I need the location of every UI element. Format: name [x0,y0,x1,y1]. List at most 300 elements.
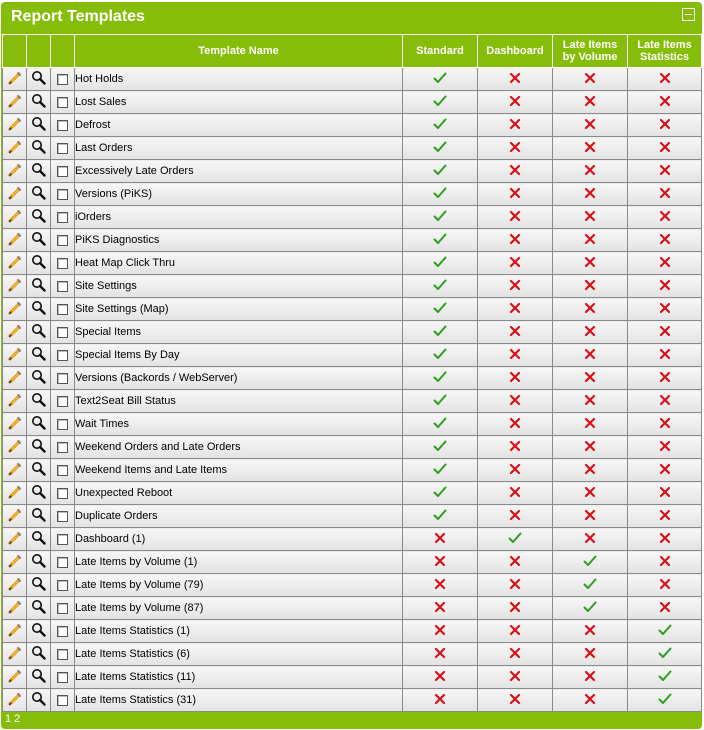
cross-icon [509,210,521,225]
row-checkbox[interactable] [57,97,68,108]
row-checkbox[interactable] [57,258,68,269]
row-checkbox[interactable] [57,534,68,545]
edit-cell [3,689,27,712]
pencil-icon[interactable] [8,646,22,663]
edit-cell [3,137,27,160]
late-items-statistics-cell [628,344,702,367]
dashboard-cell [478,597,553,620]
pencil-icon[interactable] [8,186,22,203]
magnifier-icon[interactable] [31,484,46,502]
cross-icon [509,302,521,317]
cross-icon [659,233,671,248]
pencil-icon[interactable] [8,416,22,433]
standard-cell [403,459,478,482]
late-items-statistics-cell [628,183,702,206]
magnifier-icon[interactable] [31,162,46,180]
dashboard-cell [478,505,553,528]
view-cell [27,528,51,551]
table-row [3,137,702,160]
header-late-items-by-volume[interactable]: Late Items by Volume [553,35,628,68]
cross-icon [509,555,521,570]
cross-icon [584,164,596,179]
check-icon [433,210,447,225]
magnifier-icon[interactable] [31,415,46,433]
cross-icon [659,555,671,570]
cross-icon [434,555,446,570]
late-items-by-volume-cell [553,505,628,528]
row-checkbox[interactable] [57,166,68,177]
cross-icon [659,463,671,478]
pencil-icon[interactable] [8,370,22,387]
edit-cell [3,390,27,413]
magnifier-icon[interactable] [31,438,46,456]
standard-cell [403,206,478,229]
table-row [3,551,702,574]
dashboard-cell [478,344,553,367]
cross-icon [659,417,671,432]
magnifier-icon[interactable] [31,668,46,686]
pencil-icon[interactable] [8,669,22,686]
check-icon [433,118,447,133]
view-cell [27,321,51,344]
select-cell [51,229,75,252]
check-icon [433,256,447,271]
check-icon [658,647,672,662]
pencil-icon[interactable] [8,71,22,88]
pencil-icon[interactable] [8,577,22,594]
pencil-icon[interactable] [8,94,22,111]
check-icon [583,555,597,570]
magnifier-icon[interactable] [31,139,46,157]
late-items-statistics-cell [628,390,702,413]
pencil-icon[interactable] [8,209,22,226]
pencil-icon[interactable] [8,439,22,456]
standard-cell [403,91,478,114]
cross-icon [509,509,521,524]
standard-cell [403,298,478,321]
template-name: Text2Seat Bill Status [75,390,403,413]
late-items-statistics-cell [628,206,702,229]
late-items-by-volume-cell [553,597,628,620]
edit-cell [3,482,27,505]
dashboard-cell [478,528,553,551]
template-name: Site Settings [75,275,403,298]
pencil-icon[interactable] [8,600,22,617]
view-cell [27,597,51,620]
cross-icon [584,95,596,110]
row-checkbox[interactable] [57,212,68,223]
view-cell [27,137,51,160]
check-icon [433,463,447,478]
header-view [27,35,51,68]
cross-icon [584,693,596,708]
select-cell [51,367,75,390]
header-template-name[interactable]: Template Name [75,35,403,68]
edit-cell [3,68,27,91]
pager [5,713,23,725]
magnifier-icon[interactable] [31,93,46,111]
pencil-icon[interactable] [8,347,22,364]
standard-cell [403,620,478,643]
cross-icon [584,210,596,225]
magnifier-icon[interactable] [31,507,46,525]
select-cell [51,620,75,643]
edit-cell [3,666,27,689]
cross-icon [434,647,446,662]
pencil-icon[interactable] [8,554,22,571]
standard-cell [403,160,478,183]
pencil-icon[interactable] [8,623,22,640]
table-row [3,321,702,344]
select-cell [51,413,75,436]
check-icon [433,72,447,87]
row-checkbox[interactable] [57,626,68,637]
late-items-statistics-cell [628,91,702,114]
late-items-by-volume-cell [553,229,628,252]
select-cell [51,643,75,666]
check-icon [433,95,447,110]
late-items-statistics-cell [628,367,702,390]
row-checkbox[interactable] [57,672,68,683]
late-items-by-volume-cell [553,689,628,712]
row-checkbox[interactable] [57,327,68,338]
row-checkbox[interactable] [57,649,68,660]
late-items-by-volume-cell [553,666,628,689]
late-items-by-volume-cell [553,252,628,275]
standard-cell [403,252,478,275]
template-name: Unexpected Reboot [75,482,403,505]
late-items-by-volume-cell [553,91,628,114]
late-items-statistics-cell [628,459,702,482]
magnifier-icon[interactable] [31,300,46,318]
table-row [3,482,702,505]
template-name: PiKS Diagnostics [75,229,403,252]
table-row [3,252,702,275]
pencil-icon[interactable] [8,485,22,502]
cross-icon [434,693,446,708]
magnifier-icon[interactable] [31,553,46,571]
cross-icon [584,371,596,386]
row-checkbox[interactable] [57,235,68,246]
check-icon [433,164,447,179]
magnifier-icon[interactable] [31,70,46,88]
pencil-icon[interactable] [8,278,22,295]
standard-cell [403,574,478,597]
view-cell [27,91,51,114]
standard-cell [403,643,478,666]
magnifier-icon[interactable] [31,231,46,249]
late-items-by-volume-cell [553,643,628,666]
late-items-by-volume-cell [553,620,628,643]
cross-icon [509,463,521,478]
row-checkbox[interactable] [57,695,68,706]
magnifier-icon[interactable] [31,346,46,364]
select-cell [51,666,75,689]
standard-cell [403,390,478,413]
pencil-icon[interactable] [8,692,22,709]
row-checkbox[interactable] [57,120,68,131]
standard-cell [403,528,478,551]
pencil-icon[interactable] [8,232,22,249]
row-checkbox[interactable] [57,488,68,499]
view-cell [27,298,51,321]
row-checkbox[interactable] [57,304,68,315]
select-cell [51,528,75,551]
magnifier-icon[interactable] [31,369,46,387]
cross-icon [509,693,521,708]
pencil-icon[interactable] [8,531,22,548]
template-name: Hot Holds [75,68,403,91]
late-items-by-volume-cell [553,390,628,413]
cross-icon [584,670,596,685]
cross-icon [509,670,521,685]
select-cell [51,114,75,137]
check-icon [433,440,447,455]
late-items-statistics-cell [628,160,702,183]
header-standard[interactable]: Standard [403,35,478,68]
check-icon [433,279,447,294]
cross-icon [659,256,671,271]
cross-icon [659,72,671,87]
table-row [3,459,702,482]
header-late-items-statistics[interactable]: Late Items Statistics [628,35,702,68]
magnifier-icon[interactable] [31,392,46,410]
magnifier-icon[interactable] [31,208,46,226]
pencil-icon[interactable] [8,301,22,318]
check-icon [508,532,522,547]
view-cell [27,505,51,528]
cross-icon [659,141,671,156]
select-cell [51,298,75,321]
view-cell [27,252,51,275]
dashboard-cell [478,252,553,275]
edit-cell [3,91,27,114]
template-name: Late Items Statistics (31) [75,689,403,712]
cross-icon [509,647,521,662]
cross-icon [509,394,521,409]
check-icon [433,141,447,156]
template-name: Duplicate Orders [75,505,403,528]
table-row [3,344,702,367]
cross-icon [584,532,596,547]
check-icon [658,624,672,639]
cross-icon [509,141,521,156]
pencil-icon[interactable] [8,117,22,134]
row-checkbox[interactable] [57,465,68,476]
magnifier-icon[interactable] [31,185,46,203]
row-checkbox[interactable] [57,557,68,568]
row-checkbox[interactable] [57,373,68,384]
row-checkbox[interactable] [57,396,68,407]
dashboard-cell [478,91,553,114]
magnifier-icon[interactable] [31,254,46,272]
view-cell [27,574,51,597]
template-name: Late Items Statistics (6) [75,643,403,666]
cross-icon [434,624,446,639]
check-icon [433,371,447,386]
select-cell [51,436,75,459]
cross-icon [584,141,596,156]
edit-cell [3,229,27,252]
late-items-by-volume-cell [553,413,628,436]
pencil-icon[interactable] [8,140,22,157]
cross-icon [584,509,596,524]
template-name: Weekend Orders and Late Orders [75,436,403,459]
view-cell [27,367,51,390]
magnifier-icon[interactable] [31,622,46,640]
table-row [3,574,702,597]
select-cell [51,689,75,712]
edit-cell [3,505,27,528]
late-items-by-volume-cell [553,68,628,91]
collapse-icon[interactable] [682,8,695,21]
view-cell [27,413,51,436]
dashboard-cell [478,482,553,505]
cross-icon [584,325,596,340]
row-checkbox[interactable] [57,511,68,522]
cross-icon [659,187,671,202]
row-checkbox[interactable] [57,580,68,591]
late-items-by-volume-cell [553,160,628,183]
check-icon [583,601,597,616]
magnifier-icon[interactable] [31,323,46,341]
row-checkbox[interactable] [57,419,68,430]
check-icon [433,233,447,248]
late-items-by-volume-cell [553,482,628,505]
pencil-icon[interactable] [8,508,22,525]
cross-icon [659,325,671,340]
cross-icon [584,348,596,363]
edit-cell [3,436,27,459]
view-cell [27,666,51,689]
row-checkbox[interactable] [57,281,68,292]
row-checkbox[interactable] [57,603,68,614]
check-icon [433,486,447,501]
pencil-icon[interactable] [8,255,22,272]
select-cell [51,551,75,574]
row-checkbox[interactable] [57,350,68,361]
cross-icon [509,348,521,363]
late-items-by-volume-cell [553,344,628,367]
standard-cell [403,367,478,390]
late-items-by-volume-cell [553,321,628,344]
check-icon [433,348,447,363]
standard-cell [403,183,478,206]
page-link-2[interactable]: 2 [14,713,21,725]
check-icon [658,693,672,708]
row-checkbox[interactable] [57,442,68,453]
select-cell [51,459,75,482]
view-cell [27,275,51,298]
pencil-icon[interactable] [8,462,22,479]
dashboard-cell [478,275,553,298]
cross-icon [509,417,521,432]
late-items-statistics-cell [628,643,702,666]
magnifier-icon[interactable] [31,116,46,134]
row-checkbox[interactable] [57,74,68,85]
table-row [3,298,702,321]
cross-icon [659,440,671,455]
standard-cell [403,666,478,689]
cross-icon [659,601,671,616]
check-icon [433,394,447,409]
page-link-1[interactable]: 1 [5,713,12,725]
row-checkbox[interactable] [57,189,68,200]
pencil-icon[interactable] [8,163,22,180]
pencil-icon[interactable] [8,324,22,341]
cross-icon [584,394,596,409]
late-items-statistics-cell [628,551,702,574]
select-cell [51,160,75,183]
view-cell [27,229,51,252]
select-cell [51,183,75,206]
dashboard-cell [478,114,553,137]
cross-icon [584,486,596,501]
template-name: Versions (PiKS) [75,183,403,206]
table-row [3,620,702,643]
cross-icon [509,164,521,179]
cross-icon [434,532,446,547]
magnifier-icon[interactable] [31,530,46,548]
table-row [3,597,702,620]
late-items-by-volume-cell [553,436,628,459]
cross-icon [584,256,596,271]
template-name: iOrders [75,206,403,229]
magnifier-icon[interactable] [31,576,46,594]
edit-cell [3,321,27,344]
late-items-by-volume-cell [553,551,628,574]
late-items-by-volume-cell [553,275,628,298]
cross-icon [509,371,521,386]
check-icon [433,417,447,432]
template-name: Excessively Late Orders [75,160,403,183]
dashboard-cell [478,229,553,252]
check-icon [433,325,447,340]
dashboard-cell [478,206,553,229]
cross-icon [584,187,596,202]
magnifier-icon[interactable] [31,599,46,617]
pencil-icon[interactable] [8,393,22,410]
magnifier-icon[interactable] [31,461,46,479]
cross-icon [509,440,521,455]
table-row [3,91,702,114]
cross-icon [659,394,671,409]
late-items-by-volume-cell [553,137,628,160]
view-cell [27,206,51,229]
late-items-statistics-cell [628,528,702,551]
magnifier-icon[interactable] [31,277,46,295]
magnifier-icon[interactable] [31,691,46,709]
row-checkbox[interactable] [57,143,68,154]
table-row [3,367,702,390]
edit-cell [3,298,27,321]
table-row [3,436,702,459]
cross-icon [584,233,596,248]
late-items-statistics-cell [628,68,702,91]
edit-cell [3,252,27,275]
template-name: Weekend Items and Late Items [75,459,403,482]
view-cell [27,643,51,666]
standard-cell [403,436,478,459]
cross-icon [659,210,671,225]
check-icon [433,187,447,202]
magnifier-icon[interactable] [31,645,46,663]
header-dashboard[interactable]: Dashboard [478,35,553,68]
template-name: Special Items By Day [75,344,403,367]
late-items-statistics-cell [628,436,702,459]
edit-cell [3,459,27,482]
table-row [3,68,702,91]
